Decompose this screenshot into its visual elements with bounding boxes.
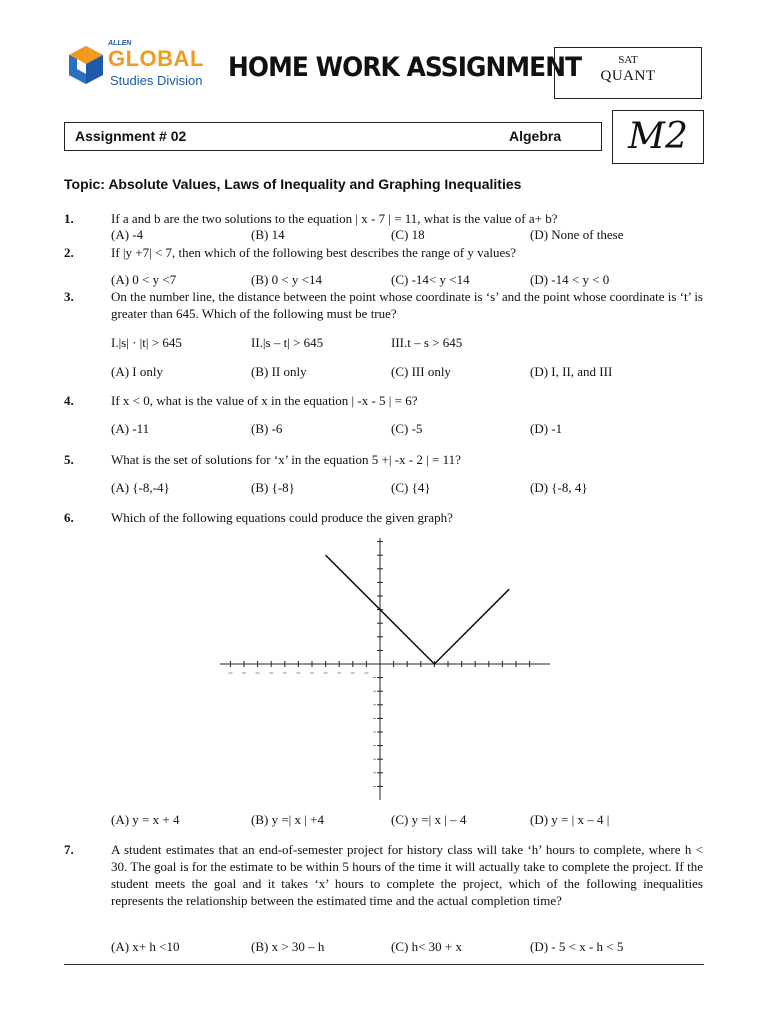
option-c: (C) 18 bbox=[391, 227, 425, 242]
option-d: (D) y = | x – 4 | bbox=[530, 812, 610, 827]
assignment-bar bbox=[64, 122, 602, 151]
question-number: 1. bbox=[64, 211, 74, 226]
assignment-number: Assignment # 02 bbox=[75, 128, 187, 144]
option-b: (B) {-8} bbox=[251, 480, 295, 495]
option-b: (B) x > 30 – h bbox=[251, 939, 325, 954]
option-a: (A) -4 bbox=[111, 227, 144, 242]
exam-label: SAT bbox=[618, 54, 638, 66]
option-b: (B) y =| x | +4 bbox=[251, 812, 324, 827]
graph-axes bbox=[220, 538, 550, 800]
question-text: If |y +7| < 7, then which of the following best describes the range of y values? bbox=[111, 245, 517, 260]
option-b: (B) -6 bbox=[251, 421, 283, 436]
option-d: (D) -14 < y < 0 bbox=[530, 272, 610, 287]
statement-i: I.|s| · |t| > 645 bbox=[111, 335, 182, 350]
module-label: M2 bbox=[628, 116, 688, 157]
question-text: A student estimates that an end-of-semester project for history class will take ‘h’ hours to complete, where h < 30. The goal is for the estimate to be within 5 hours of the time it will actually take to complete the project. If the student meets the goal and it takes ‘x’ hours to complete the project, which of the following inequalities represents the relationship between the estimated time and the actual completion time? bbox=[111, 842, 703, 908]
question-number: 3. bbox=[64, 289, 74, 304]
topic-heading: Topic: Absolute Values, Laws of Inequality and Graphing Inequalities bbox=[64, 176, 522, 192]
graph-line bbox=[326, 555, 510, 664]
question-number: 4. bbox=[64, 393, 74, 408]
option-a: (A) I only bbox=[111, 364, 163, 379]
logo-global-text: GLOBAL bbox=[108, 46, 204, 71]
logo-cube-icon bbox=[66, 44, 106, 86]
option-a: (A) {-8,-4} bbox=[111, 480, 170, 495]
option-d: (D) -1 bbox=[530, 421, 563, 436]
logo-allen-text: ALLEN bbox=[108, 40, 132, 47]
page-title: HOME WORK ASSIGNMENT bbox=[228, 52, 582, 83]
footer-divider bbox=[64, 964, 704, 965]
absolute-value-graph bbox=[220, 538, 550, 800]
option-c: (C) y =| x | – 4 bbox=[391, 812, 467, 827]
question-number: 2. bbox=[64, 245, 74, 260]
question-number: 7. bbox=[64, 842, 74, 857]
option-b: (B) II only bbox=[251, 364, 307, 379]
option-d: (D) {-8, 4} bbox=[530, 480, 588, 495]
option-c: (C) -14< y <14 bbox=[391, 272, 470, 287]
question-number: 6. bbox=[64, 510, 74, 525]
option-b: (B) 0 < y <14 bbox=[251, 272, 322, 287]
option-c: (C) {4} bbox=[391, 480, 431, 495]
option-a: (A) -11 bbox=[111, 421, 150, 436]
statement-iii: III.t – s > 645 bbox=[391, 335, 463, 350]
section-label: QUANT bbox=[600, 68, 656, 84]
question-text: Which of the following equations could produce the given graph? bbox=[111, 510, 453, 525]
option-c: (C) h< 30 + x bbox=[391, 939, 462, 954]
option-d: (D) - 5 < x - h < 5 bbox=[530, 939, 624, 954]
option-b: (B) 14 bbox=[251, 227, 285, 242]
allen-global-logo bbox=[66, 40, 216, 96]
option-c: (C) -5 bbox=[391, 421, 423, 436]
option-d: (D) None of these bbox=[530, 227, 624, 242]
option-a: (A) 0 < y <7 bbox=[111, 272, 177, 287]
statement-ii: II.|s – t| > 645 bbox=[251, 335, 324, 350]
question-number: 5. bbox=[64, 452, 74, 467]
question-text: If x < 0, what is the value of x in the equation | -x - 5 | = 6? bbox=[111, 393, 418, 408]
option-c: (C) III only bbox=[391, 364, 451, 379]
option-a: (A) x+ h <10 bbox=[111, 939, 180, 954]
option-d: (D) I, II, and III bbox=[530, 364, 613, 379]
question-text: On the number line, the distance between the point whose coordinate is ‘s’ and the point whose coordinate is ‘t’ is greater than 645. Which of the following must be true? bbox=[111, 289, 703, 321]
question-text: What is the set of solutions for ‘x’ in the equation 5 +| -x - 2 | = 11? bbox=[111, 452, 461, 467]
logo-studies-text: Studies Division bbox=[110, 73, 203, 88]
question-text: If a and b are the two solutions to the equation | x - 7 | = 11, what is the value of a+ b? bbox=[111, 211, 558, 226]
assignment-subject: Algebra bbox=[509, 128, 562, 144]
exam-box bbox=[554, 47, 702, 99]
option-a: (A) y = x + 4 bbox=[111, 812, 180, 827]
module-box bbox=[612, 110, 704, 164]
